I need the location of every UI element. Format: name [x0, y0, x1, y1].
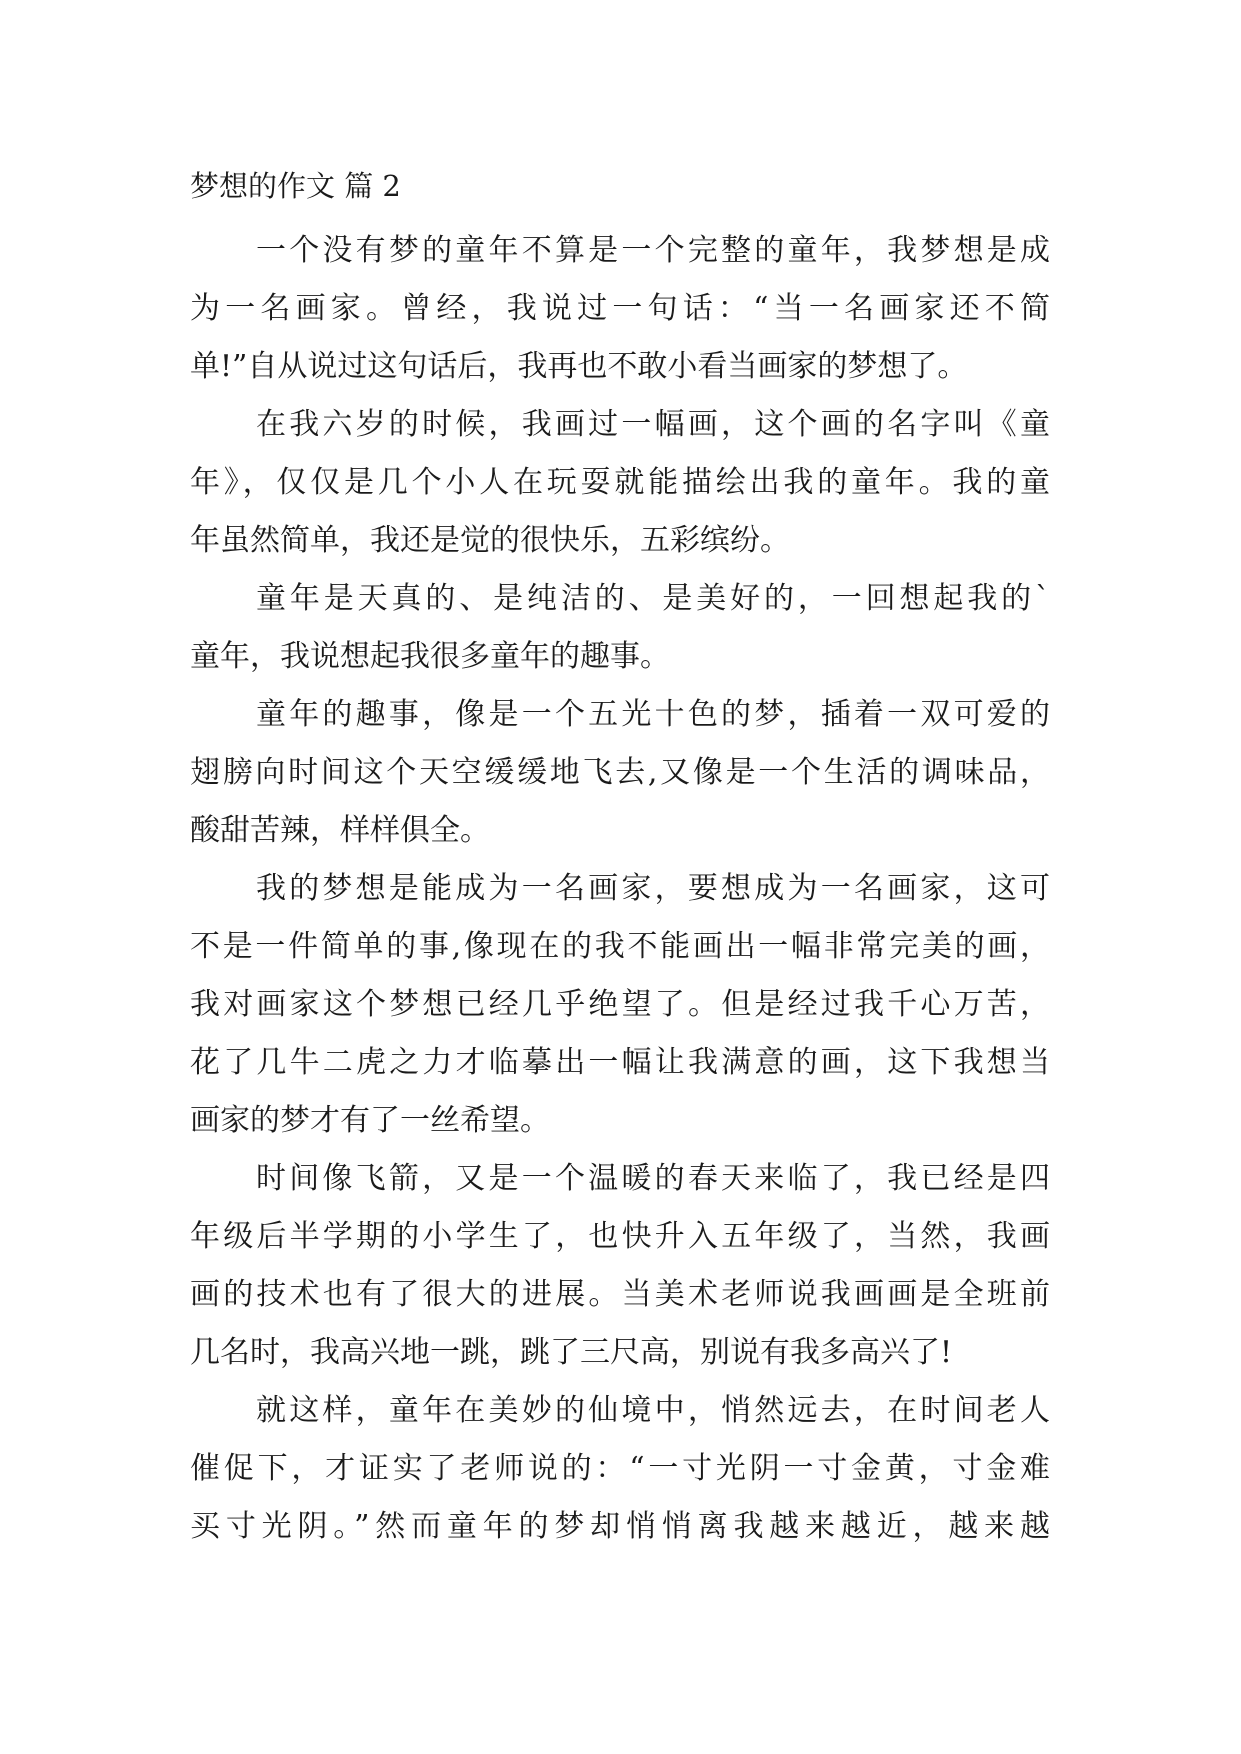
text-line: 画的技术也有了很大的进展。当美术老师说我画画是全班前 [190, 1277, 1050, 1312]
paragraph-6 [190, 1150, 1050, 1382]
text-line: 画家的梦才有了一丝希望。 [190, 1103, 550, 1138]
text-line: 催促下，才证实了老师说的：“一寸光阴一寸金黄，寸金难 [190, 1451, 1050, 1486]
paragraph-7 [190, 1382, 1050, 1556]
text-line: 在我六岁的时候，我画过一幅画，这个画的名字叫《童 [256, 407, 1050, 442]
text-line: 几名时，我高兴地一跳，跳了三尺高，别说有我多高兴了! [190, 1335, 953, 1370]
essay-title: 梦想的作文 篇 2 [190, 169, 401, 203]
text-line: 为一名画家。曾经，我说过一句话：“当一名画家还不简 [190, 291, 1050, 326]
text-line: 单!”自从说过这句话后，我再也不敢小看当画家的梦想了。 [190, 349, 968, 384]
text-line: 一个没有梦的童年不算是一个完整的童年，我梦想是成 [256, 233, 1050, 268]
text-line: 我的梦想是能成为一名画家，要想成为一名画家，这可 [256, 871, 1050, 906]
text-line: 年虽然简单，我还是觉的很快乐，五彩缤纷。 [190, 523, 790, 558]
text-line: 时间像飞箭，又是一个温暖的春天来临了，我已经是四 [256, 1161, 1050, 1196]
text-line: 买寸光阴。”然而童年的梦却悄悄离我越来越近，越来越 [190, 1509, 1050, 1544]
paragraph-4 [190, 686, 1050, 860]
text-line: 翅膀向时间这个天空缓缓地飞去,又像是一个生活的调味品， [190, 755, 1050, 790]
text-line: 酸甜苦辣，样样俱全。 [190, 813, 490, 848]
text-line: 我对画家这个梦想已经几乎绝望了。但是经过我千心万苦， [190, 987, 1050, 1022]
text-line: 童年的趣事，像是一个五光十色的梦，插着一双可爱的 [256, 697, 1050, 732]
text-line: 花了几牛二虎之力才临摹出一幅让我满意的画，这下我想当 [190, 1045, 1050, 1080]
paragraph-3 [190, 570, 1050, 686]
text-line: 童年，我说想起我很多童年的趣事。 [190, 639, 670, 674]
paragraph-1 [190, 222, 1050, 396]
text-line: 童年是天真的、是纯洁的、是美好的，一回想起我的` [256, 581, 1050, 616]
text-line: 年级后半学期的小学生了，也快升入五年级了，当然，我画 [190, 1219, 1050, 1254]
paragraph-2 [190, 396, 1050, 570]
essay-body [190, 222, 1050, 1556]
text-line: 不是一件简单的事,像现在的我不能画出一幅非常完美的画， [190, 929, 1050, 964]
text-line: 年》，仅仅是几个小人在玩耍就能描绘出我的童年。我的童 [190, 465, 1050, 500]
text-line: 就这样，童年在美妙的仙境中，悄然远去，在时间老人 [256, 1393, 1050, 1428]
paragraph-5 [190, 860, 1050, 1150]
